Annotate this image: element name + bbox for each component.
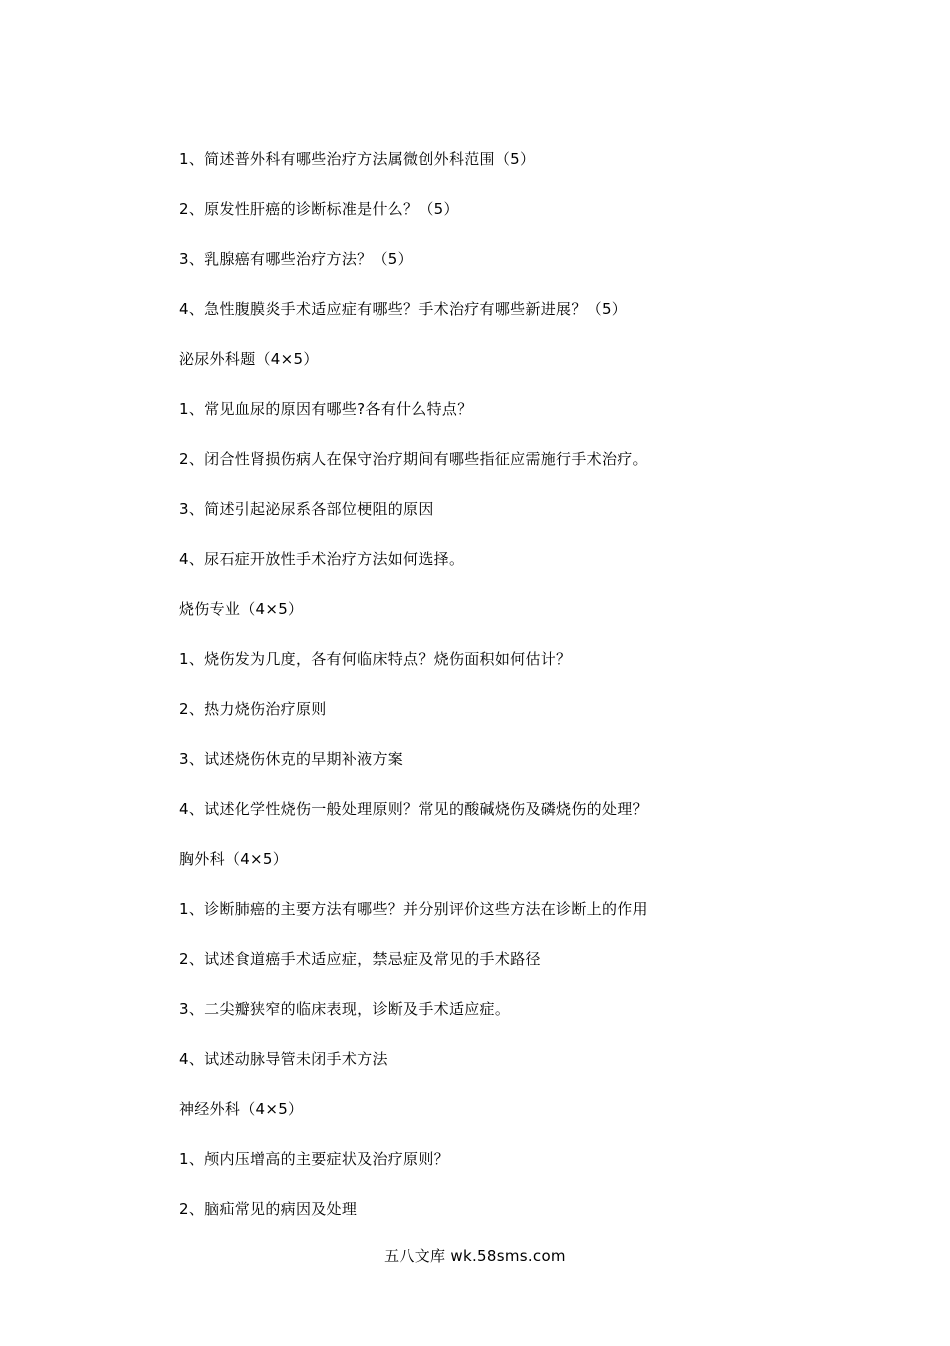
question-thoracic-4: 4、试述动脉导管未闭手术方法 [179,1050,388,1068]
section-heading-burns: 烧伤专业（4×5） [179,600,304,618]
question-general-surgery-4: 4、急性腹膜炎手术适应症有哪些？手术治疗有哪些新进展？（5） [179,300,628,318]
question-burns-2: 2、热力烧伤治疗原则 [179,700,327,718]
question-thoracic-2: 2、试述食道癌手术适应症，禁忌症及常见的手术路径 [179,950,541,968]
question-urology-3: 3、简述引起泌尿系各部位梗阻的原因 [179,500,434,518]
question-urology-2: 2、闭合性肾损伤病人在保守治疗期间有哪些指征应需施行手术治疗。 [179,450,648,468]
question-general-surgery-2: 2、原发性肝癌的诊断标准是什么？（5） [179,200,459,218]
question-general-surgery-1: 1、简述普外科有哪些治疗方法属微创外科范围（5） [179,150,536,168]
document-body [179,146,879,1246]
question-urology-4: 4、尿石症开放性手术治疗方法如何选择。 [179,550,465,568]
question-thoracic-1: 1、诊断肺癌的主要方法有哪些？并分别评价这些方法在诊断上的作用 [179,900,648,918]
page-footer-watermark: 五八文库 wk.58sms.com [384,1247,566,1265]
question-burns-1: 1、烧伤发为几度，各有何临床特点？烧伤面积如何估计？ [179,650,572,668]
section-heading-thoracic: 胸外科（4×5） [179,850,289,868]
question-neurosurgery-2: 2、脑疝常见的病因及处理 [179,1200,358,1218]
question-thoracic-3: 3、二尖瓣狭窄的临床表现，诊断及手术适应症。 [179,1000,511,1018]
question-general-surgery-3: 3、乳腺癌有哪些治疗方法？（5） [179,250,413,268]
question-burns-3: 3、试述烧伤休克的早期补液方案 [179,750,404,768]
question-urology-1: 1、常见血尿的原因有哪些?各有什么特点？ [179,400,473,418]
section-heading-urology: 泌尿外科题（4×5） [179,350,319,368]
question-neurosurgery-1: 1、颅内压增高的主要症状及治疗原则？ [179,1150,449,1168]
question-burns-4: 4、试述化学性烧伤一般处理原则？常见的酸碱烧伤及磷烧伤的处理？ [179,800,648,818]
section-heading-neurosurgery: 神经外科（4×5） [179,1100,304,1118]
